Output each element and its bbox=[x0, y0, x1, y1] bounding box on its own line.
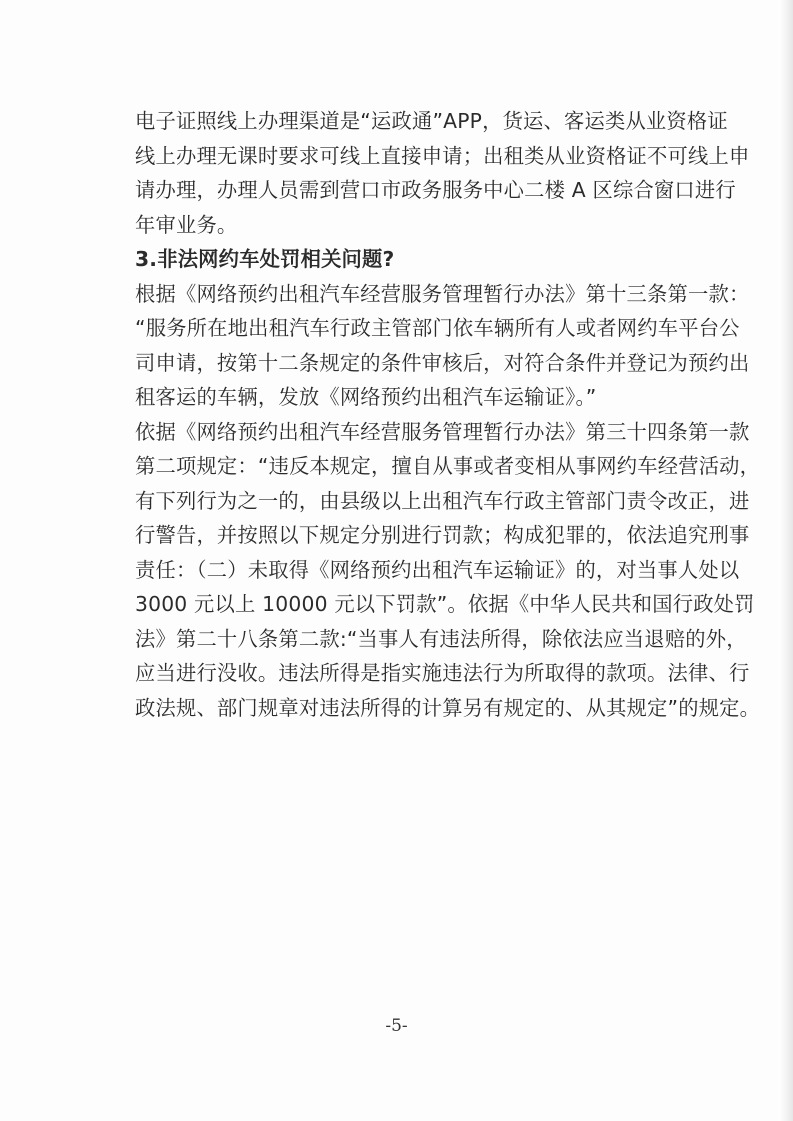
text-line: 行警告，并按照以下规定分别进行罚款；构成犯罪的，依法追究刑事 bbox=[135, 523, 750, 547]
text-line: 根据《网络预约出租汽车经营服务管理暂行办法》第十三条第一款： bbox=[135, 281, 750, 306]
text-line: 年审业务。 bbox=[135, 212, 238, 237]
text-line: “服务所在地出租汽车行政主管部门依车辆所有人或者网约车平台公 bbox=[135, 316, 740, 340]
text-line: 依据《网络预约出租汽车经营服务管理暂行办法》第三十四条第一款 bbox=[135, 419, 750, 444]
scan-edge-shadow bbox=[779, 0, 793, 1121]
text-line: 线上办理无课时要求可线上直接申请；出租类从业资格证不可线上申 bbox=[135, 143, 750, 168]
paragraph-article-34 bbox=[135, 415, 761, 726]
text-line: 责任：（二）未取得《网络预约出租汽车运输证》的，对当事人处以 bbox=[135, 557, 740, 582]
section-heading: 3.非法网约车处罚相关问题? bbox=[135, 247, 395, 271]
paragraph-article-13 bbox=[135, 277, 750, 415]
text-line: 租客运的车辆，发放《网络预约出租汽车运输证》。” bbox=[135, 385, 597, 409]
text-line: 电子证照线上办理渠道是“运政通”APP，货运、客运类从业资格证 bbox=[135, 109, 728, 133]
document-body bbox=[135, 104, 761, 725]
page-number: -5- bbox=[385, 1016, 408, 1036]
text-line: 法》第二十八条第二款:“当事人有违法所得，除依法应当退赔的外， bbox=[135, 626, 747, 651]
text-line: 请办理，办理人员需到营口市政务服务中心二楼 A 区综合窗口进行 bbox=[135, 178, 736, 202]
text-line: 第二项规定：“违反本规定，擅自从事或者变相从事网约车经营活动， bbox=[135, 454, 761, 478]
text-line: 司申请，按第十二条规定的条件审核后，对符合条件并登记为预约出 bbox=[135, 350, 750, 375]
text-line: 有下列行为之一的，由县级以上出租汽车行政主管部门责令改正，进 bbox=[135, 488, 750, 513]
text-line: 政法规、部门规章对违法所得的计算另有规定的、从其规定”的规定。 bbox=[135, 695, 761, 720]
text-line: 3000 元以上 10000 元以下罚款”。依据《中华人民共和国行政处罚 bbox=[135, 592, 755, 616]
paragraph-electronic-license bbox=[135, 104, 750, 242]
text-line: 应当进行没收。违法所得是指实施违法行为所取得的款项。法律、行 bbox=[135, 661, 750, 685]
